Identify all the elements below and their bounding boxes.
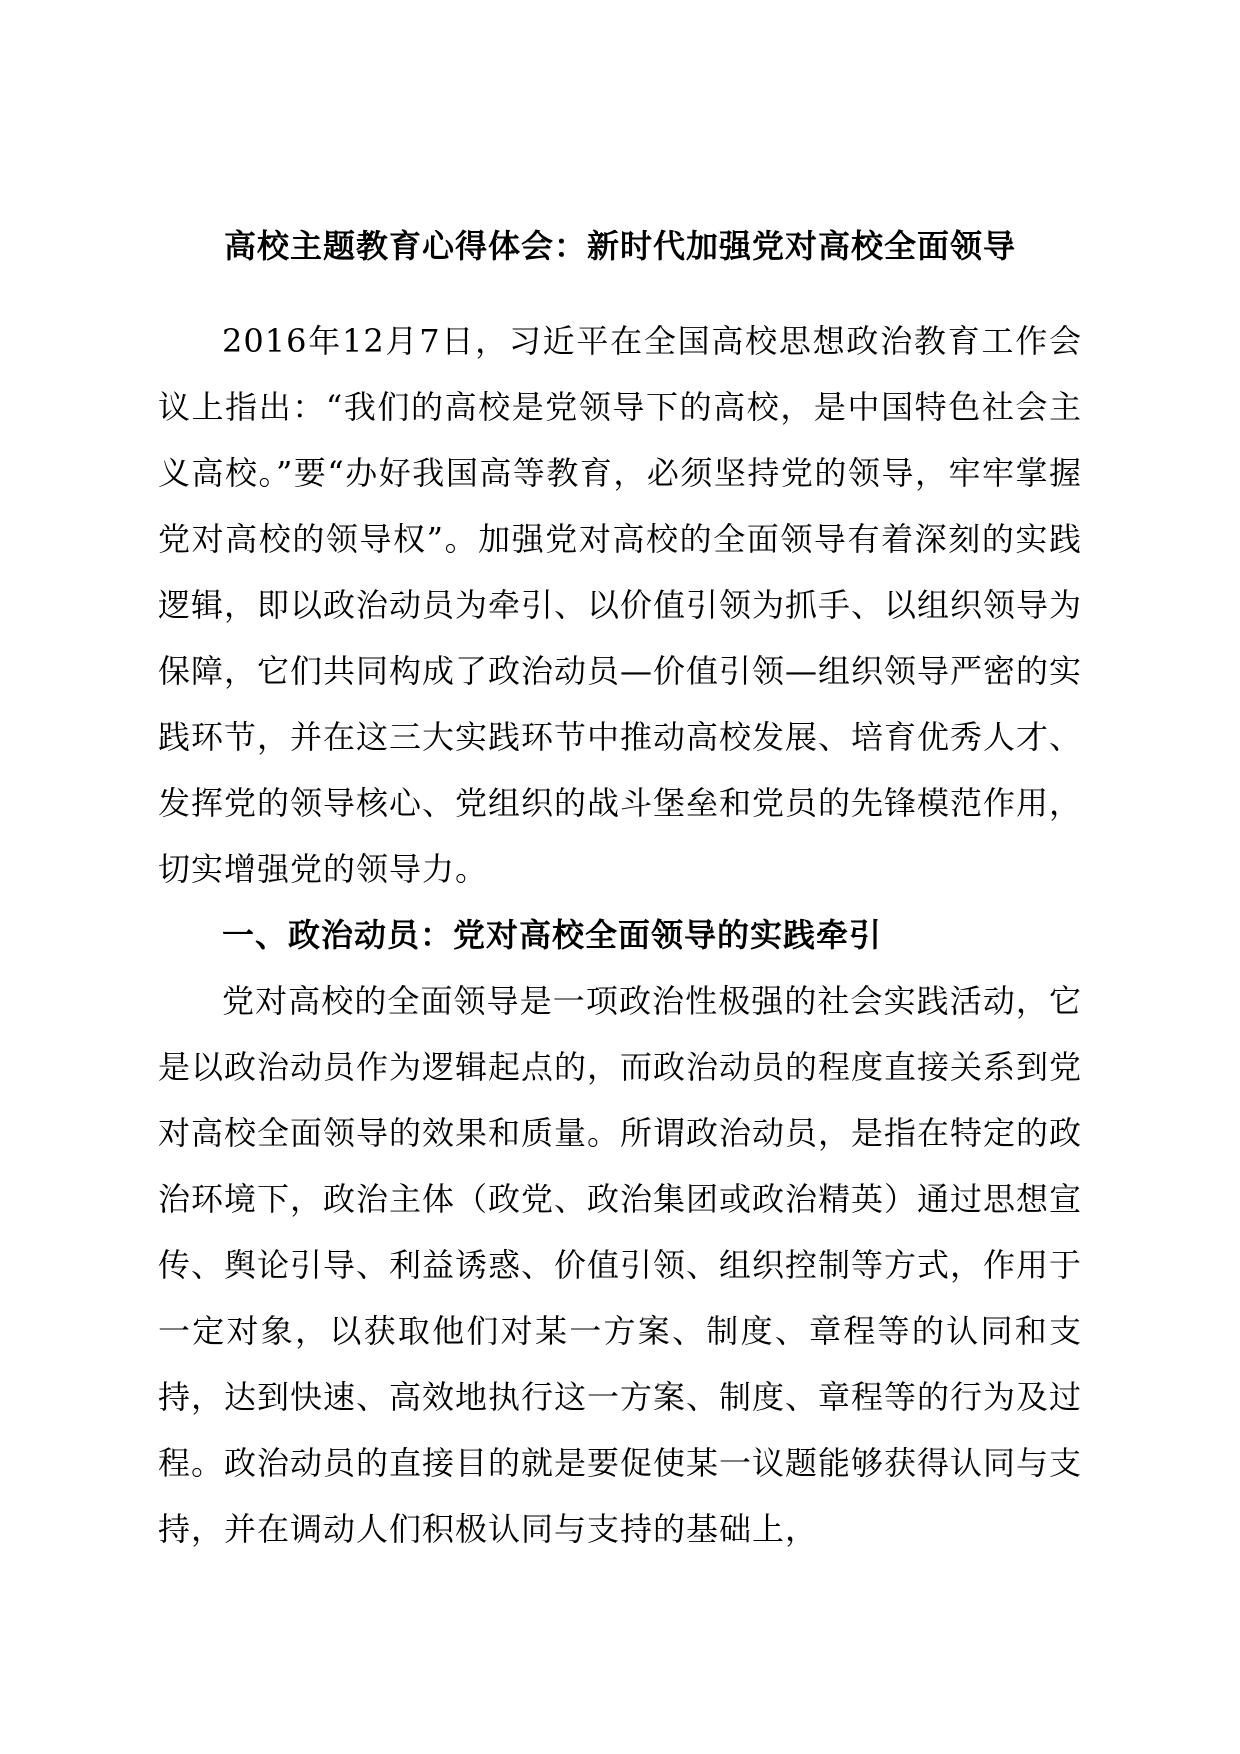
document-title: 高校主题教育心得体会：新时代加强党对高校全面领导: [223, 227, 1016, 265]
document-body: [158, 308, 1082, 1562]
intro-paragraph: 2016年12月7日，习近平在全国高校思想政治教育工作会议上指出：“我们的高校是党领导下的高校，是中国特色社会主义高校。”要“办好我国高等教育，必须坚持党的领导，牢牢掌握党对高校的领导权”。加强党对高校的全面领导有着深刻的实践逻辑，即以政治动员为牵引、以价值引领为抓手、以组织领导为保障，它们共同构成了政治动员—价值引领—组织领导严密的实践环节，并在这三大实践环节中推动高校发展、培育优秀人才、发挥党的领导核心、党组织的战斗堡垒和党员的先锋模范作用，切实增强党的领导力。: [158, 322, 1083, 888]
section-heading: 一、政治动员：党对高校全面领导的实践牵引: [222, 916, 883, 954]
section-paragraph: 党对高校的全面领导是一项政治性极强的社会实践活动，它是以政治动员作为逻辑起点的，而政治动员的程度直接关系到党对高校全面领导的效果和质量。所谓政治动员，是指在特定的政治环境下，政治主体（政党、政治集团或政治精英）通过思想宣传、舆论引导、利益诱惑、价值引领、组织控制等方式，作用于一定对象，以获取他们对某一方案、制度、章程等的认同和支持，达到快速、高效地执行这一方案、制度、章程等的行为及过程。政治动员的直接目的就是要促使某一议题能够获得认同与支持，并在调动人们积极认同与支持的基础上，: [158, 982, 1083, 1548]
